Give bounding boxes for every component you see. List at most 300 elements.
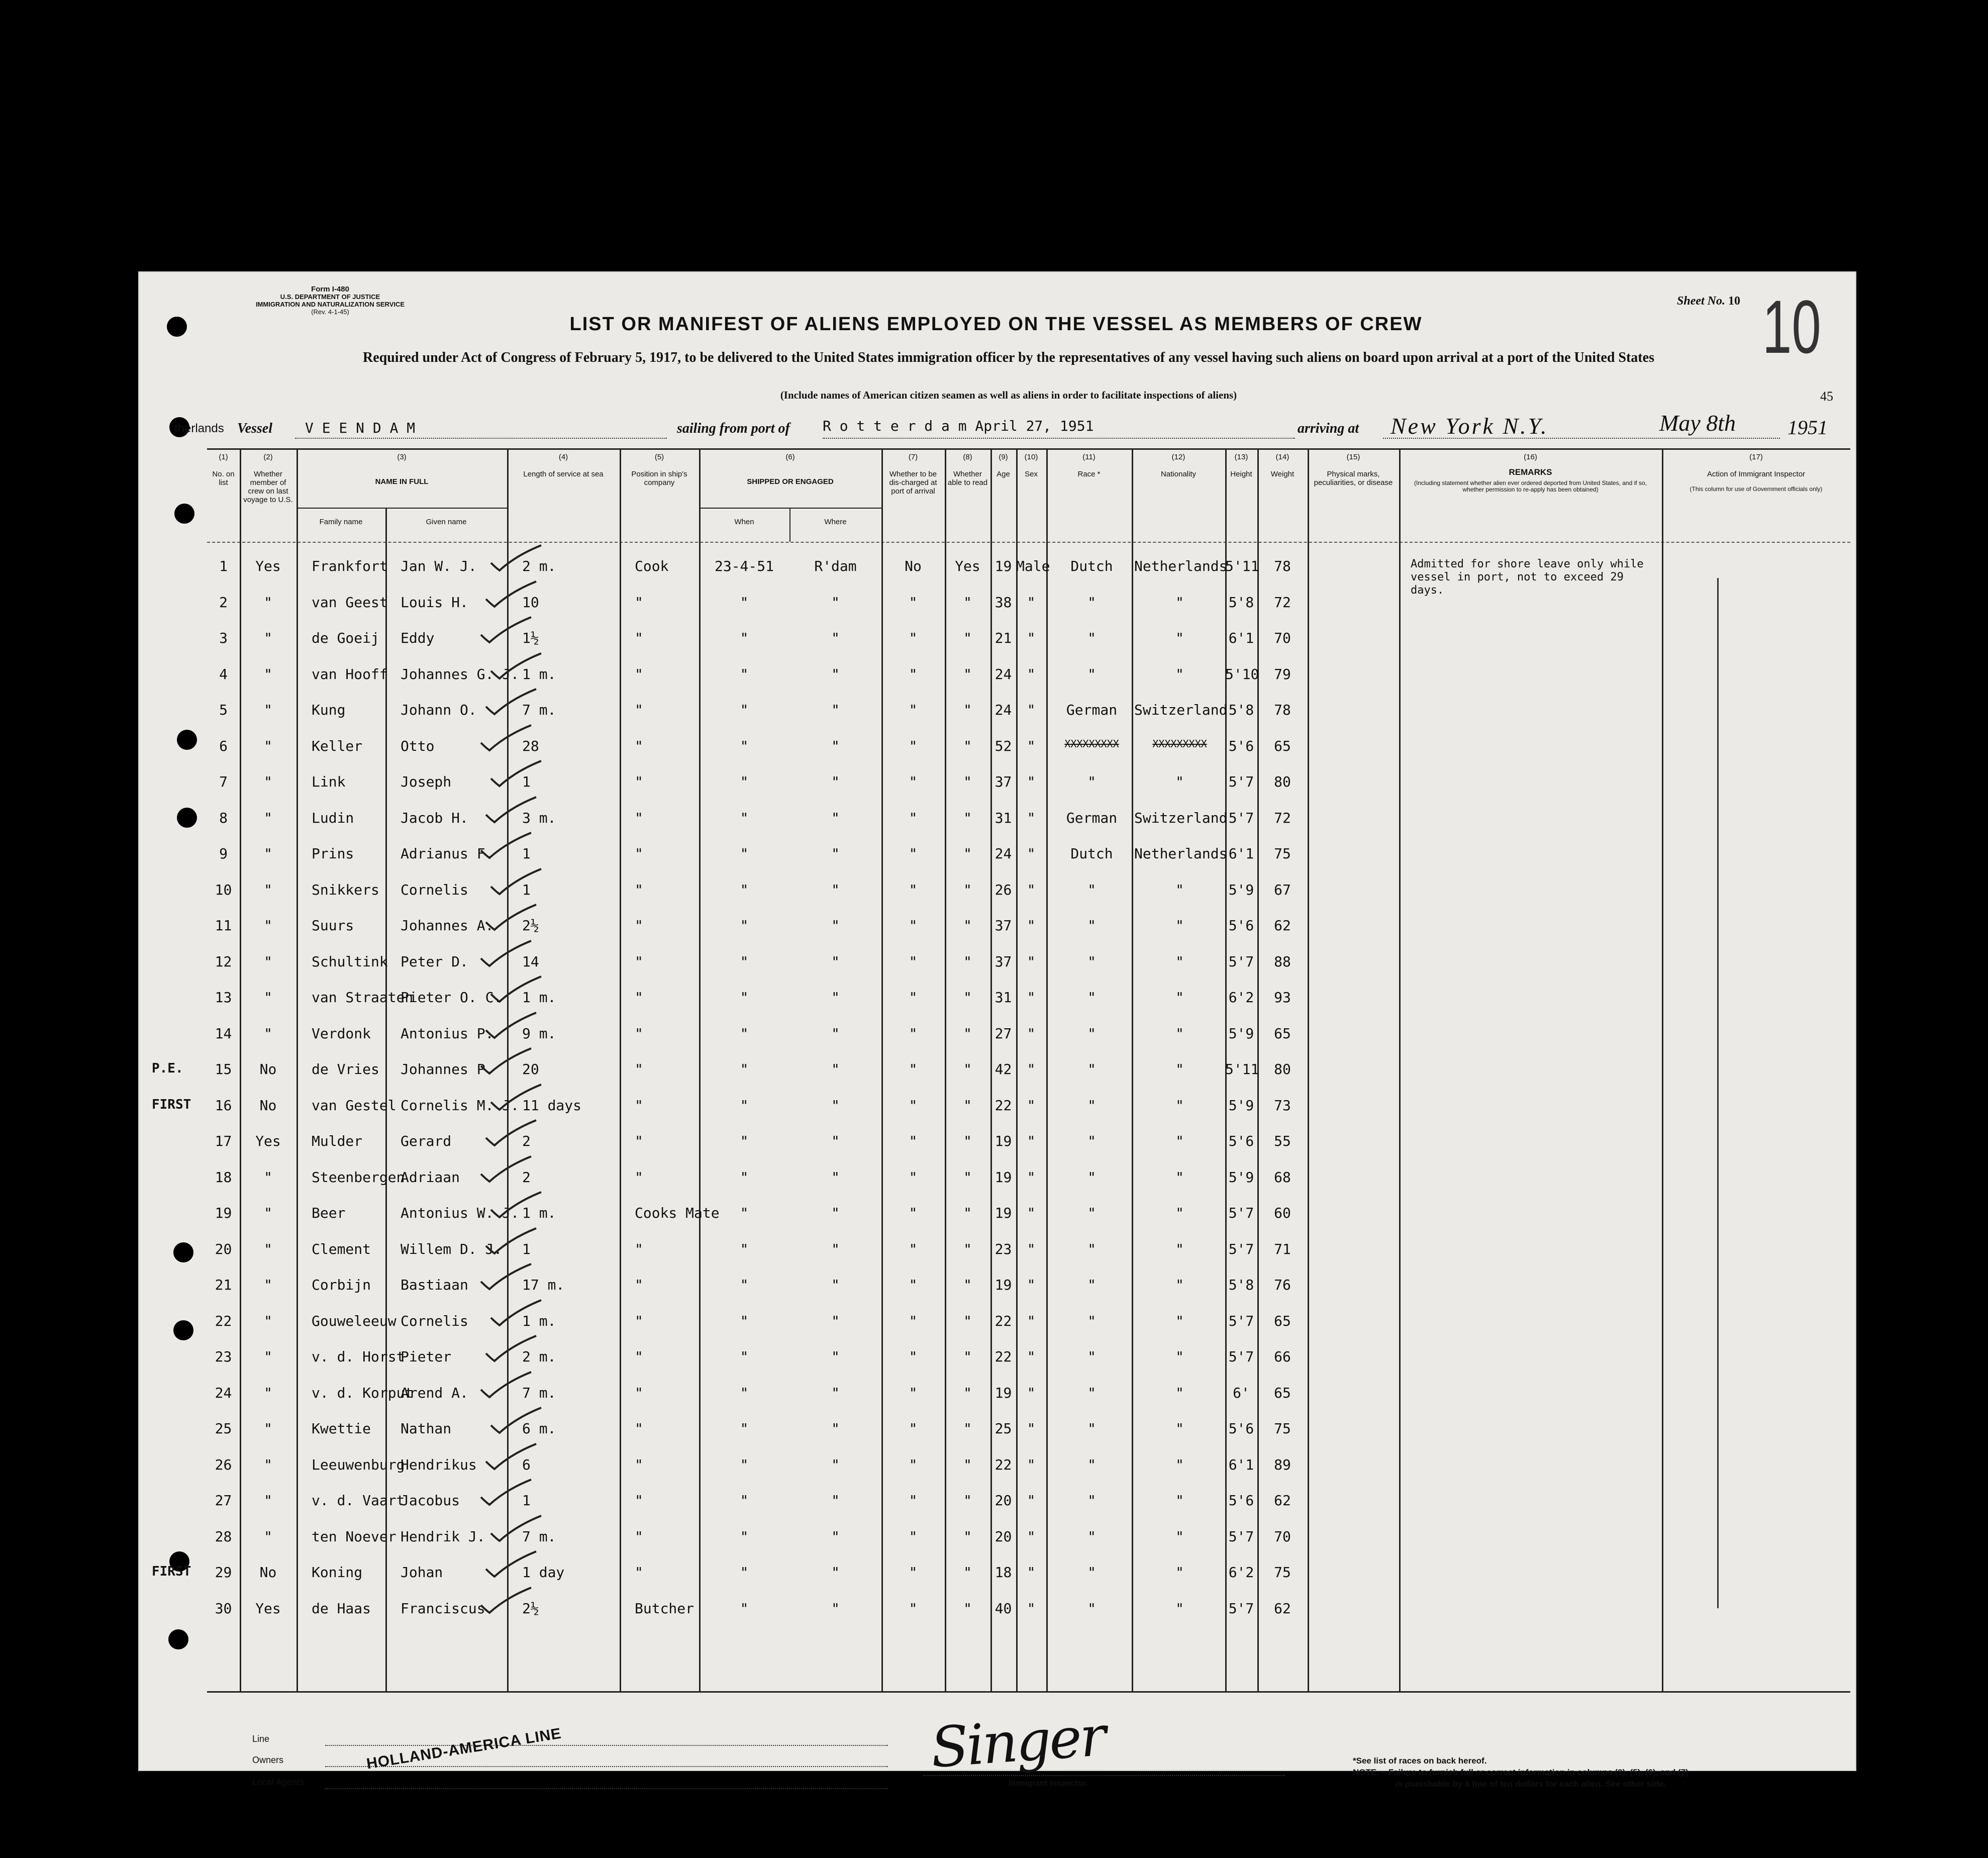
cell-disch: " bbox=[909, 1420, 918, 1437]
cell-race: Dutch bbox=[1070, 845, 1113, 862]
cell-position: " bbox=[635, 773, 643, 790]
cell-where: " bbox=[831, 1456, 840, 1473]
cell-height: 5'7 bbox=[1228, 953, 1254, 970]
cell-weight: 60 bbox=[1274, 1205, 1291, 1221]
cell-disch: " bbox=[909, 881, 918, 898]
cell-height: 6' bbox=[1233, 1384, 1250, 1401]
cell-weight: 67 bbox=[1274, 881, 1291, 898]
cell-family: Kung bbox=[312, 702, 346, 718]
sheet-number: Sheet No. 10 bbox=[1677, 295, 1740, 308]
punch-hole bbox=[168, 1629, 188, 1649]
cell-disch: " bbox=[909, 1564, 918, 1581]
column-number: (12) bbox=[1171, 453, 1185, 461]
cell-where: " bbox=[831, 1420, 840, 1437]
cell-position: " bbox=[635, 989, 643, 1006]
arrival-date: May 8th bbox=[1659, 410, 1736, 436]
cell-nat: " bbox=[1175, 1240, 1184, 1257]
cell-race: " bbox=[1087, 917, 1096, 934]
cell-position: " bbox=[635, 1528, 643, 1545]
cell-sex: " bbox=[1027, 1420, 1036, 1437]
cell-weight: 72 bbox=[1274, 809, 1291, 826]
manifest-sheet bbox=[138, 271, 1856, 1789]
cell-given: Jacobus bbox=[401, 1492, 460, 1509]
cell-prev: " bbox=[264, 1348, 272, 1365]
cell-family: van Hooff bbox=[312, 665, 388, 682]
cell-where: " bbox=[831, 594, 840, 611]
cell-sex: " bbox=[1027, 1348, 1036, 1365]
column-header: Action of Immigrant Inspector bbox=[1707, 470, 1806, 478]
cell-where: " bbox=[831, 1600, 840, 1617]
cell-read: " bbox=[963, 1348, 972, 1365]
check-mark-icon bbox=[483, 1441, 539, 1472]
check-mark-icon bbox=[488, 974, 544, 1004]
races-note: *See list of races on back hereof. bbox=[1353, 1756, 1487, 1766]
cell-when: " bbox=[740, 665, 749, 682]
cell-when: " bbox=[740, 953, 749, 970]
cell-when: " bbox=[740, 1061, 749, 1078]
crew-table bbox=[152, 448, 1850, 1693]
column-number: (10) bbox=[1024, 453, 1038, 461]
cell-sex: " bbox=[1027, 665, 1036, 682]
cell-given: Louis H. bbox=[401, 594, 468, 611]
cell-where: " bbox=[831, 917, 840, 934]
cell-weight: 70 bbox=[1274, 630, 1291, 646]
cell-no: 5 bbox=[219, 702, 228, 718]
cell-service: 11 days bbox=[522, 1097, 582, 1114]
cell-where: " bbox=[831, 1277, 840, 1293]
cell-race: " bbox=[1087, 1420, 1096, 1437]
cell-prev: " bbox=[264, 917, 272, 934]
cell-age: 37 bbox=[995, 773, 1012, 790]
cell-sex: " bbox=[1027, 1384, 1036, 1401]
cell-disch: " bbox=[909, 1025, 918, 1042]
cell-sex: " bbox=[1027, 773, 1036, 790]
cell-height: 5'8 bbox=[1228, 1277, 1254, 1293]
cell-given: Pieter bbox=[401, 1348, 452, 1365]
cell-height: 5'9 bbox=[1228, 1025, 1254, 1042]
cell-given: Hendrikus bbox=[401, 1456, 477, 1473]
cell-prev: " bbox=[264, 1492, 272, 1509]
cell-nat: " bbox=[1175, 1564, 1184, 1581]
cell-disch: " bbox=[909, 989, 918, 1006]
cell-disch: " bbox=[909, 917, 918, 934]
cell-family: van Straaten bbox=[312, 989, 414, 1006]
cell-position: Cooks Mate bbox=[635, 1205, 720, 1221]
cell-family: Schultink bbox=[312, 953, 388, 970]
cell-sex: " bbox=[1027, 594, 1036, 611]
cell-given: Joseph bbox=[401, 773, 452, 790]
cell-no: 26 bbox=[215, 1456, 232, 1473]
cell-family: Clement bbox=[312, 1240, 371, 1257]
cell-height: 5'7 bbox=[1228, 1600, 1254, 1617]
cell-read: " bbox=[963, 1097, 972, 1114]
margin-annotation: P.E. bbox=[152, 1061, 183, 1076]
cell-when: " bbox=[740, 917, 749, 934]
departure-port: R o t t e r d a m April 27, 1951 bbox=[823, 418, 1094, 434]
cell-nat: " bbox=[1175, 1348, 1184, 1365]
cell-weight: 65 bbox=[1274, 1312, 1291, 1329]
punch-hole bbox=[167, 317, 187, 337]
cell-disch: No bbox=[905, 558, 922, 574]
cell-weight: 75 bbox=[1274, 1564, 1291, 1581]
cell-race: " bbox=[1087, 1600, 1096, 1617]
cell-no: 3 bbox=[219, 630, 228, 646]
cell-race: " bbox=[1087, 1097, 1096, 1114]
cell-height: 5'6 bbox=[1228, 1133, 1254, 1149]
punch-hole bbox=[173, 1320, 193, 1340]
cell-disch: " bbox=[909, 702, 918, 718]
cell-service: 20 bbox=[522, 1061, 539, 1078]
cell-service: 7 m. bbox=[522, 702, 556, 718]
cell-height: 5'7 bbox=[1228, 1348, 1254, 1365]
cell-no: 11 bbox=[215, 917, 232, 934]
column-header: Sex bbox=[1025, 470, 1038, 478]
cell-position: " bbox=[635, 594, 643, 611]
cell-family: Keller bbox=[312, 737, 363, 754]
cell-family: Snikkers bbox=[312, 881, 379, 898]
cell-sex: " bbox=[1027, 917, 1036, 934]
cell-read: " bbox=[963, 1492, 972, 1509]
cell-disch: " bbox=[909, 1097, 918, 1114]
cell-age: 19 bbox=[995, 1384, 1012, 1401]
cell-family: ten Noever bbox=[312, 1528, 396, 1545]
column-number: (7) bbox=[908, 453, 918, 461]
cell-read: " bbox=[963, 1384, 972, 1401]
cell-no: 4 bbox=[219, 665, 228, 682]
check-mark-icon bbox=[478, 938, 534, 968]
cell-sex: " bbox=[1027, 1312, 1036, 1329]
cell-service: 1 m. bbox=[522, 1205, 556, 1221]
column-rule bbox=[620, 450, 621, 1691]
cell-race: " bbox=[1087, 1384, 1096, 1401]
cell-age: 19 bbox=[995, 1133, 1012, 1149]
column-header: Length of service at sea bbox=[523, 470, 604, 478]
column-number: (4) bbox=[558, 453, 568, 461]
inspector-signature: Singer bbox=[928, 1704, 1107, 1780]
cell-no: 14 bbox=[215, 1025, 232, 1042]
check-mark-icon bbox=[478, 1154, 534, 1184]
cell-given: Adriaan bbox=[401, 1168, 460, 1186]
check-mark-icon bbox=[478, 723, 534, 753]
cell-prev: No bbox=[259, 1097, 277, 1114]
check-mark-icon bbox=[478, 1370, 534, 1400]
cell-where: " bbox=[831, 1564, 840, 1581]
cell-given: Johann O. bbox=[401, 702, 477, 718]
cell-height: 5'7 bbox=[1228, 1528, 1254, 1545]
cell-height: 5'9 bbox=[1228, 1097, 1254, 1114]
column-rule bbox=[296, 450, 298, 1691]
cell-where: " bbox=[831, 809, 840, 826]
cell-position: " bbox=[635, 1312, 643, 1329]
column-note: (Including statement whether alien ever ordered deported from United States, and if so, whether permission to re-apply has been obtained) bbox=[1414, 479, 1647, 493]
cell-age: 40 bbox=[995, 1600, 1012, 1617]
cell-service: 1 day bbox=[522, 1564, 565, 1581]
subtitle: Required under Act of Congress of February 5, 1917, to be delivered to the United States immigration officer by the representatives of any vessel having such aliens on board upon arrival at a port of the United States bbox=[363, 350, 1654, 365]
cell-family: van Geest bbox=[312, 594, 388, 611]
cell-race: " bbox=[1087, 1240, 1096, 1257]
cell-read: " bbox=[963, 630, 972, 646]
cell-nat: " bbox=[1175, 1061, 1184, 1078]
cell-read: " bbox=[963, 1456, 972, 1473]
cell-weight: 89 bbox=[1274, 1456, 1291, 1473]
cell-service: 3 m. bbox=[522, 809, 556, 826]
cell-given: Adrianus F. bbox=[401, 845, 494, 862]
cell-race: Dutch bbox=[1070, 558, 1113, 574]
check-mark-icon bbox=[483, 795, 539, 825]
cell-when: " bbox=[740, 737, 749, 754]
cell-age: 24 bbox=[995, 665, 1012, 682]
vessel-name: V E E N D A M bbox=[305, 420, 416, 436]
cell-height: 5'6 bbox=[1228, 1420, 1254, 1437]
column-header: Weight bbox=[1270, 470, 1295, 478]
cell-race: " bbox=[1087, 1277, 1096, 1293]
check-mark-icon bbox=[478, 1046, 534, 1076]
cell-nat: " bbox=[1175, 594, 1184, 611]
cell-family: Suurs bbox=[312, 917, 354, 934]
cell-prev: " bbox=[264, 1025, 272, 1042]
cell-weight: 80 bbox=[1274, 1061, 1291, 1078]
cell-no: 28 bbox=[215, 1528, 232, 1545]
cell-no: 17 bbox=[215, 1133, 232, 1149]
cell-service: 2 bbox=[522, 1168, 531, 1186]
cell-height: 5'6 bbox=[1228, 737, 1254, 754]
cell-nat: " bbox=[1175, 1456, 1184, 1473]
cell-no: 12 bbox=[215, 953, 232, 970]
cell-given: Bastiaan bbox=[401, 1277, 468, 1293]
cell-disch: " bbox=[909, 737, 918, 754]
cell-position: " bbox=[635, 845, 643, 862]
cell-race: " bbox=[1087, 989, 1096, 1006]
cell-sex: " bbox=[1027, 953, 1036, 970]
column-header: Whether to be dis-charged at port of arrival bbox=[889, 470, 937, 496]
column-header: REMARKS bbox=[1509, 467, 1552, 477]
cell-no: 1 bbox=[219, 558, 228, 574]
column-number: (5) bbox=[654, 453, 664, 461]
cell-prev: " bbox=[264, 953, 272, 970]
fine-note: NOTE. – Failure to furnish full or correct information in columns (3), (5), (6), and (7) bbox=[1353, 1768, 1688, 1777]
cell-family: v. d. Horst bbox=[312, 1348, 405, 1365]
cell-read: " bbox=[963, 594, 972, 611]
cell-read: " bbox=[963, 702, 972, 718]
column-header: Whether member of crew on last voyage to U.S. bbox=[243, 470, 293, 504]
cell-weight: 78 bbox=[1274, 702, 1291, 718]
cell-position: " bbox=[635, 917, 643, 934]
check-mark-icon bbox=[488, 1082, 544, 1112]
cell-prev: " bbox=[264, 702, 272, 718]
cell-weight: 76 bbox=[1274, 1277, 1291, 1293]
cell-when: " bbox=[740, 809, 749, 826]
cell-given: Antonius W. J. bbox=[401, 1205, 520, 1221]
cell-prev: " bbox=[264, 1384, 272, 1401]
cell-weight: 93 bbox=[1274, 989, 1291, 1006]
cell-race: " bbox=[1087, 1025, 1096, 1042]
column-number: (2) bbox=[263, 453, 273, 461]
cell-no: 22 bbox=[215, 1312, 232, 1329]
cell-given: Gerard bbox=[401, 1133, 452, 1149]
cell-no: 18 bbox=[215, 1168, 232, 1186]
cell-where: " bbox=[831, 665, 840, 682]
cell-when: " bbox=[740, 1492, 749, 1509]
cell-prev: " bbox=[264, 737, 272, 754]
cell-when: " bbox=[740, 1133, 749, 1149]
voyage-line: therlands Vessel V E E N D A M sailing from port of R o t t e r d a m April 27, 1951 arriving at New York N.Y. May 8th 1951 bbox=[174, 410, 1828, 439]
cell-sex: " bbox=[1027, 1564, 1036, 1581]
cell-nat: " bbox=[1175, 1600, 1184, 1617]
cell-prev: " bbox=[264, 1528, 272, 1545]
cell-where: " bbox=[831, 702, 840, 718]
column-number: (3) bbox=[397, 453, 407, 461]
cell-given: Nathan bbox=[401, 1420, 452, 1437]
cell-position: " bbox=[635, 809, 643, 826]
cell-no: 24 bbox=[215, 1384, 232, 1401]
cell-position: " bbox=[635, 1097, 643, 1114]
cell-prev: Yes bbox=[255, 1133, 281, 1149]
cell-where: " bbox=[831, 1492, 840, 1509]
column-rule bbox=[1308, 450, 1309, 1691]
cell-given: Cornelis M. J. bbox=[401, 1097, 520, 1114]
cell-race: " bbox=[1087, 1133, 1096, 1149]
cell-disch: " bbox=[909, 1312, 918, 1329]
cell-weight: 80 bbox=[1274, 773, 1291, 790]
cell-where: " bbox=[831, 989, 840, 1006]
cell-position: " bbox=[635, 1025, 643, 1042]
cell-age: 19 bbox=[995, 1277, 1012, 1293]
cell-family: Verdonk bbox=[312, 1025, 371, 1042]
check-mark-icon bbox=[483, 1010, 539, 1040]
inspector-label: Immigrant Inspector. bbox=[1009, 1779, 1088, 1788]
cell-where: " bbox=[831, 737, 840, 754]
column-subheader: Family name bbox=[319, 518, 363, 526]
remarks-note: Admitted for shore leave only while vessel in port, not to exceed 29 days. bbox=[1411, 558, 1644, 597]
cell-disch: " bbox=[909, 1133, 918, 1149]
cell-family: de Vries bbox=[312, 1061, 379, 1078]
cell-when: " bbox=[740, 1348, 749, 1365]
cell-when: " bbox=[740, 1097, 749, 1114]
cell-where: R'dam bbox=[814, 558, 857, 574]
cell-service: 1 bbox=[522, 881, 531, 898]
check-mark-icon bbox=[488, 866, 544, 897]
cell-given: Johan bbox=[401, 1564, 443, 1581]
check-mark-icon bbox=[483, 687, 539, 717]
cell-disch: " bbox=[909, 1492, 918, 1509]
cell-family: Corbijn bbox=[312, 1277, 371, 1293]
cell-nat: " bbox=[1175, 881, 1184, 898]
cell-age: 22 bbox=[995, 1348, 1012, 1365]
cell-sex: " bbox=[1027, 1061, 1036, 1078]
cell-when: " bbox=[740, 989, 749, 1006]
cell-where: " bbox=[831, 773, 840, 790]
subtitle-note: (Include names of American citizen seamen as well as aliens in order to facilitate inspections of aliens) bbox=[780, 389, 1237, 401]
cell-race: " bbox=[1087, 1492, 1096, 1509]
cell-weight: 75 bbox=[1274, 845, 1291, 862]
check-mark-icon bbox=[478, 830, 534, 860]
cell-service: 1 m. bbox=[522, 1312, 556, 1329]
column-header: SHIPPED OR ENGAGED bbox=[747, 477, 834, 486]
column-rule bbox=[1046, 450, 1048, 1691]
cell-position: " bbox=[635, 1061, 643, 1078]
column-header: Age bbox=[997, 470, 1010, 478]
cell-service: 6 bbox=[522, 1456, 531, 1473]
cell-nat: " bbox=[1175, 1025, 1184, 1042]
cell-service: 7 m. bbox=[522, 1384, 556, 1401]
cell-family: Steenbergen bbox=[312, 1168, 405, 1186]
cell-race: XXXXXXXXX bbox=[1064, 737, 1119, 750]
cell-disch: " bbox=[909, 1168, 918, 1186]
cell-family: Koning bbox=[312, 1564, 363, 1581]
cell-nat: " bbox=[1175, 989, 1184, 1006]
cell-sex: " bbox=[1027, 1492, 1036, 1509]
cell-weight: 65 bbox=[1274, 1025, 1291, 1042]
cell-no: 27 bbox=[215, 1492, 232, 1509]
cell-race: " bbox=[1087, 630, 1096, 646]
cell-prev: " bbox=[264, 1420, 272, 1437]
cell-where: " bbox=[831, 1133, 840, 1149]
cell-height: 5'7 bbox=[1228, 773, 1254, 790]
column-subheader: When bbox=[734, 518, 754, 526]
cell-age: 22 bbox=[995, 1312, 1012, 1329]
cell-height: 5'11 bbox=[1225, 558, 1259, 574]
cell-age: 20 bbox=[995, 1528, 1012, 1545]
cell-given: Pieter O. C. bbox=[401, 989, 503, 1006]
cell-read: " bbox=[963, 1277, 972, 1293]
cell-nat: Switzerland bbox=[1134, 809, 1228, 826]
cell-height: 5'8 bbox=[1228, 702, 1254, 718]
cell-race: " bbox=[1087, 1528, 1096, 1545]
cell-race: " bbox=[1087, 1205, 1096, 1221]
cell-race: German bbox=[1066, 702, 1118, 718]
cell-sex: " bbox=[1027, 1600, 1036, 1617]
cell-family: Mulder bbox=[312, 1133, 363, 1149]
cell-height: 5'6 bbox=[1228, 917, 1254, 934]
cell-disch: " bbox=[909, 1348, 918, 1365]
cell-age: 19 bbox=[995, 558, 1012, 574]
cell-height: 5'9 bbox=[1228, 881, 1254, 898]
cell-given: Cornelis bbox=[401, 1312, 468, 1329]
cell-when: " bbox=[740, 1025, 749, 1042]
cell-given: Cornelis bbox=[401, 881, 468, 898]
cell-prev: " bbox=[264, 630, 272, 646]
cell-sex: " bbox=[1027, 1097, 1036, 1114]
cell-prev: " bbox=[264, 773, 272, 790]
cell-height: 5'10 bbox=[1225, 665, 1259, 682]
cell-age: 19 bbox=[995, 1205, 1012, 1221]
cell-nat: " bbox=[1175, 773, 1184, 790]
cell-family: Beer bbox=[312, 1205, 346, 1221]
check-mark-icon bbox=[488, 1298, 544, 1328]
cell-when: " bbox=[740, 702, 749, 718]
cell-service: 9 m. bbox=[522, 1025, 556, 1042]
cell-nat: " bbox=[1175, 953, 1184, 970]
cell-nat: " bbox=[1175, 1528, 1184, 1545]
check-mark-icon bbox=[488, 1190, 544, 1220]
cell-disch: " bbox=[909, 1384, 918, 1401]
cell-weight: 68 bbox=[1274, 1168, 1291, 1186]
check-mark-icon bbox=[483, 1333, 539, 1363]
cell-disch: " bbox=[909, 1528, 918, 1545]
cell-when: 23-4-51 bbox=[714, 558, 774, 574]
cell-prev: " bbox=[264, 1277, 272, 1293]
cell-age: 42 bbox=[995, 1061, 1012, 1078]
check-mark-icon bbox=[478, 1585, 534, 1615]
cell-race: German bbox=[1066, 809, 1118, 826]
cell-family: Frankfort bbox=[312, 558, 388, 574]
cell-position: " bbox=[635, 737, 643, 754]
cell-prev: " bbox=[264, 1205, 272, 1221]
cell-no: 23 bbox=[215, 1348, 232, 1365]
cell-no: 20 bbox=[215, 1240, 232, 1257]
cell-where: " bbox=[831, 1097, 840, 1114]
column-number: (9) bbox=[999, 453, 1008, 461]
